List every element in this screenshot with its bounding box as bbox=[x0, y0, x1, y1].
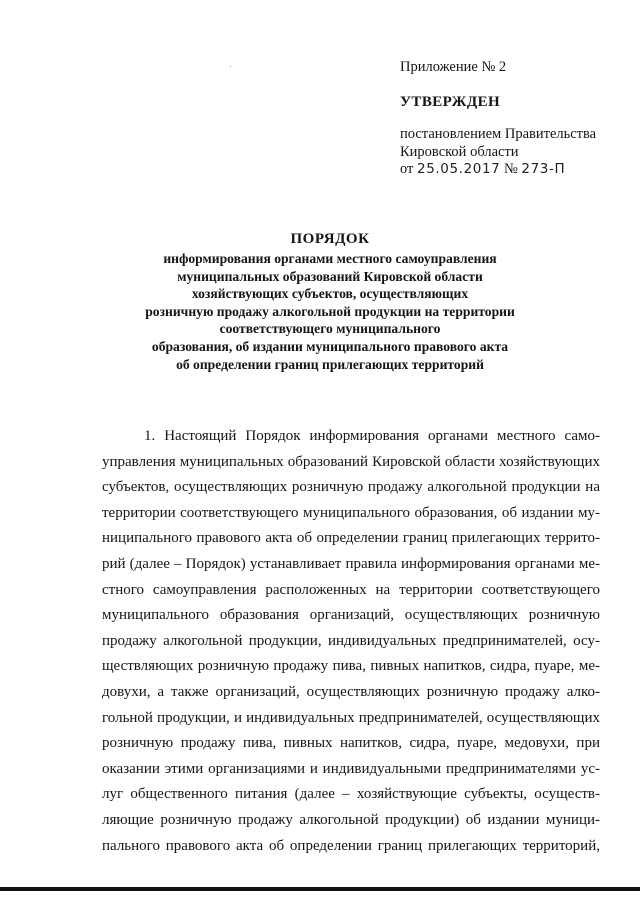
body-line: территории соответствующего муниципального образования, об издании му- bbox=[102, 504, 600, 521]
body-line: управления муниципальных образований Кировской области хозяйствующих bbox=[102, 453, 600, 470]
body-line: ществляющих розничную продажу пива, пивных напитков, сидра, пуаре, ме- bbox=[102, 658, 600, 675]
body-line: пального правового акта об определении границ прилегающих территорий, bbox=[102, 837, 600, 854]
approval-line: Кировской области bbox=[400, 143, 519, 160]
subtitle-line: розничную продажу алкогольной продукции на территории bbox=[145, 303, 515, 319]
body-line: ниципального правового акта об определении границ прилегающих террито- bbox=[102, 530, 600, 547]
approval-line: постановлением Правительства bbox=[400, 126, 597, 142]
body-line: оказании этими организациями и индивидуальными предпринимателями ус- bbox=[102, 760, 600, 777]
subtitle-line: хозяйствующих субъектов, осуществляющих bbox=[191, 286, 469, 302]
handwritten-date: 25.05.2017 bbox=[417, 161, 501, 177]
body-line: рий (далее – Порядок) устанавливает правила информирования органами ме- bbox=[102, 555, 600, 572]
approved-stamp: УТВЕРЖДЕН bbox=[400, 94, 501, 110]
approval-date-line bbox=[400, 161, 630, 179]
body-line: продажу алкогольной продукции, индивидуальных предпринимателей, осу- bbox=[102, 632, 600, 649]
approval-block bbox=[400, 126, 630, 179]
handwritten-number: 273-П bbox=[521, 161, 566, 177]
body-line: ляющие розничную продажу алкогольной продукции) об издании муници- bbox=[102, 811, 600, 828]
document-title bbox=[110, 230, 550, 373]
body-line: луг общественного питания (далее – хозяйствующие субъекты, осуществ- bbox=[102, 786, 600, 803]
title-subtitle bbox=[110, 250, 550, 373]
scan-edge-bar bbox=[0, 887, 640, 891]
body-line: муниципального образования организаций, осуществляющих розничную bbox=[102, 607, 600, 624]
body-line: гольной продукции, и индивидуальных предпринимателей, осуществляющих bbox=[102, 709, 600, 726]
subtitle-line: соответствующего муниципального bbox=[219, 321, 441, 337]
subtitle-line: муниципальных образований Кировской области bbox=[177, 268, 483, 284]
body-line: стного самоуправления расположенных на территории соответствующего bbox=[102, 581, 600, 598]
subtitle-line: об определении границ прилегающих территорий bbox=[176, 356, 484, 372]
body-line: 1. Настоящий Порядок информирования органами местного само- bbox=[144, 428, 600, 444]
body-line: розничную продажу пива, пивных напитков, сидра, пуаре, медовухи, при bbox=[102, 735, 600, 752]
subtitle-line: образования, об издании муниципального правового акта bbox=[151, 338, 509, 354]
body-line: субъектов, осуществляющих розничную продажу алкогольной продукции на bbox=[102, 479, 600, 496]
scan-speck bbox=[230, 66, 231, 67]
subtitle-line: информирования органами местного самоуправления bbox=[163, 251, 497, 266]
date-prefix: от bbox=[400, 161, 414, 177]
body-paragraph bbox=[102, 424, 600, 859]
body-line: довухи, а также организаций, осуществляющих розничную продажу алко- bbox=[102, 683, 600, 700]
number-sign: № bbox=[503, 161, 518, 177]
title-main: ПОРЯДОК bbox=[290, 231, 370, 247]
annex-label: Приложение № 2 bbox=[400, 59, 507, 75]
